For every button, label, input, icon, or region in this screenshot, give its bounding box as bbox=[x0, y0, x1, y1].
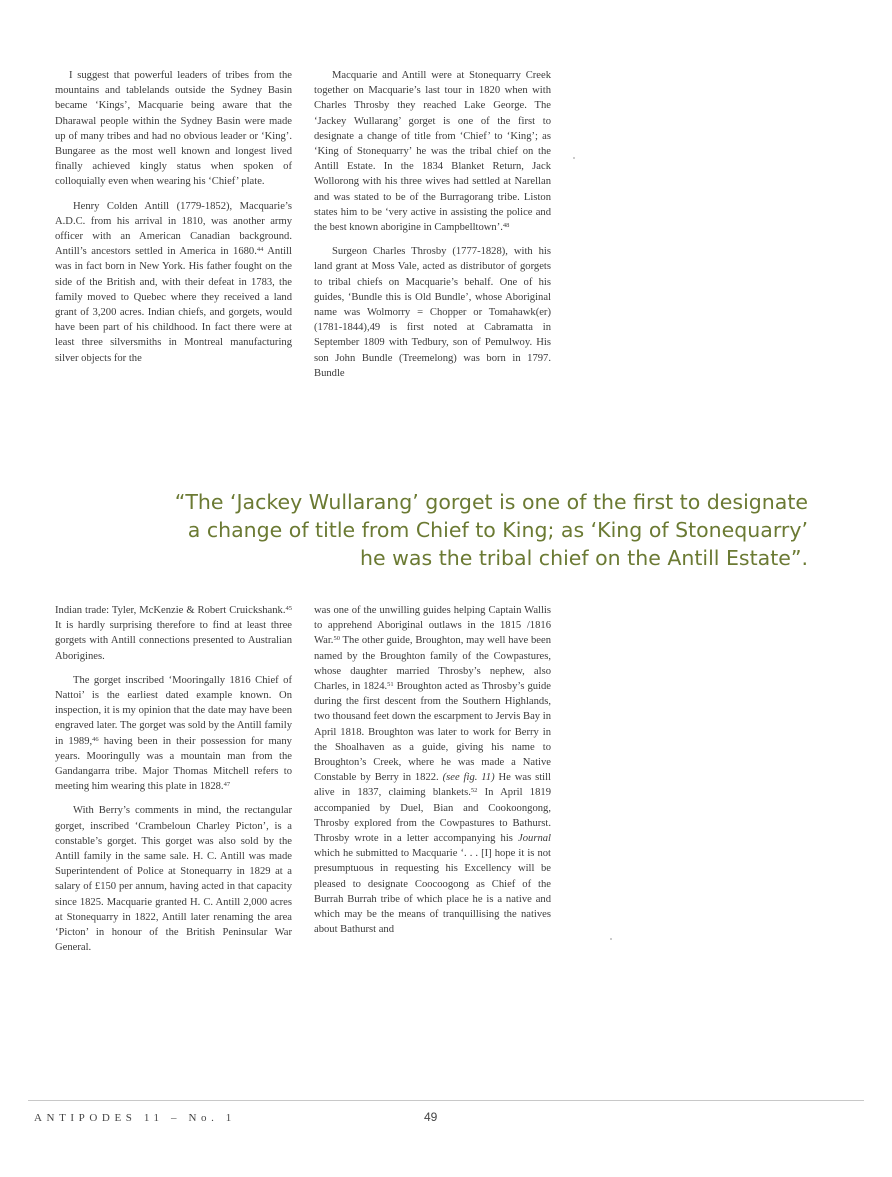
column-top-left bbox=[55, 68, 292, 375]
paragraph bbox=[55, 68, 292, 190]
footnote-ref: 46 bbox=[92, 735, 99, 743]
column-bottom-right bbox=[314, 603, 551, 946]
paragraph-text: having been in their possession for many years. Mooringully was a mountain man from the Gandangarra tribe. Major Thomas Mitchell refers to meeting him wearing this plate in 1828. bbox=[55, 735, 292, 793]
paragraph-text: I suggest that powerful leaders of tribes from the mountains and tablelands outside the Sydney Basin became ‘Kings’, Macquarie being aware that the Dharawal people within the Sydney Basin were made up of many tribes and had no obvious leader or ‘King’. Bungaree as the most well known and longest lived finally achieved kingly status when spoken of colloquially even when wearing his ‘Chief’ plate. bbox=[55, 70, 292, 188]
paragraph bbox=[314, 603, 551, 937]
footnote-ref: 45 bbox=[285, 605, 292, 612]
paragraph-text: Broughton acted as Throsby’s guide during the first descent from the Southern Highlands, two thousand feet down the escarpment to Jervis Bay in April 1818. Broughton was later to work for Berry in the Shoalhaven as a guide, giving his name to Broughton’s Creek, where he was made a Native Constable by Berry in 1822. bbox=[314, 681, 552, 784]
paragraph bbox=[55, 803, 292, 955]
paragraph-text: Surgeon Charles Throsby (1777-1828), with his land grant at Moss Vale, acted as distributor of gorgets to tribal chiefs on Macquarie’s behalf. One of his guides, ‘Bundle this is Old Bundle’, whose Aboriginal name was Wolmorry = Chopper or Tomahawk(er) (1781-1844),49 is first noted at Cabramatta in September 1809 with Tedbury, son of Pemulwoy. His son John Bundle (Treemelong) was born in 1797. Bundle bbox=[314, 246, 551, 379]
page-number: 49 bbox=[424, 1110, 438, 1124]
paragraph-text: In April 1819 accompanied by Duel, Bian and Cookoongong, Throsby explored from the Cowpastures to Bathurst. Throsby wrote in a letter accompanying his bbox=[314, 787, 551, 845]
paragraph-text: The gorget inscribed ‘Mooringally 1816 Chief of Nattoi’ is the earliest dated example known. On inspection, it is my opinion that the date may have been engraved later. The gorget was sold by the Antill family in 1989, bbox=[55, 674, 292, 747]
paragraph-text: It is hardly surprising therefore to find at least three gorgets with Antill connections presented to Australian Aborigines. bbox=[55, 620, 292, 662]
paragraph bbox=[314, 244, 551, 381]
footnote-ref: 44 bbox=[256, 246, 264, 254]
paragraph bbox=[314, 68, 551, 235]
paragraph-text: With Berry’s comments in mind, the rectangular gorget, inscribed ‘Crambeloun Charley Picton’, is a constable’s gorget. This gorget was also sold by the Antill family in the same sale. H. C. Antill was made Superintendent of Police at Stonequarry in 1829 at a salary of £150 per annum, having acted in that capacity since 1825. Macquarie granted H. C. Antill 2,000 acres at Stonequarry in 1822, Antill later renaming the area ‘Picton’ in honour of the British Peninsular War General. bbox=[55, 805, 292, 954]
footnote-ref: 48 bbox=[502, 222, 510, 230]
footnote-ref: 52 bbox=[470, 787, 478, 795]
paragraph-text: Macquarie and Antill were at Stonequarry Creek together on Macquarie’s last tour in 1820 when with Charles Throsby they reached Lake George. The ‘Jackey Wullarang’ gorget is one of the first to designate a change of title from ‘Chief’ to ‘King’; as ‘King of Stonequarry’ he was the tribal chief on the Antill Estate. In the 1834 Blanket Return, Jack Wollorong with his three wives had settled at Narellan and was stated to be of the Burragorang tribe. Liston states him to be ‘very active in assisting the police and the best known aborigine in Campbelltown’. bbox=[314, 70, 551, 234]
paragraph-text: He was still alive in 1837, claiming blankets. bbox=[314, 772, 551, 799]
scan-speck bbox=[610, 938, 612, 940]
pull-quote-line-3: he was the tribal chief on the Antill Estate”. bbox=[360, 546, 808, 570]
paragraph bbox=[55, 199, 292, 366]
paragraph bbox=[55, 673, 292, 795]
footnote-ref: 47 bbox=[223, 781, 231, 789]
scan-speck bbox=[573, 157, 575, 159]
journal-title-italic: Journal bbox=[518, 833, 551, 845]
pull-quote-line-2: a change of title from Chief to King; as ‘King of Stonequarry’ bbox=[187, 518, 808, 542]
paragraph-text: which he submitted to Macquarie ‘. . . [I] hope it is not presumptuous in requesting his Excellency will be pleased to designate Coocoogong as Chief of the Burrah Burrah tribe of which place he is a native and which may be the means of tranquillising the natives about Bathurst and bbox=[314, 848, 551, 936]
column-top-right bbox=[314, 68, 551, 390]
footnote-ref: 51 bbox=[387, 681, 394, 689]
paragraph-text: was one of the unwilling guides helping Captain Wallis to apprehend Aboriginal outlaws in the 1815 /1816 War. bbox=[314, 605, 551, 647]
pull-quote bbox=[120, 488, 808, 572]
paragraph bbox=[55, 603, 292, 664]
pull-quote-line-1: “The ‘Jackey Wullarang’ gorget is one of the first to designate bbox=[174, 490, 808, 514]
paragraph-text: Henry Colden Antill (1779-1852), Macquarie’s A.D.C. from his arrival in 1810, was another army officer with an American Canadian background. Antill’s ancestors settled in America in 1680. bbox=[55, 200, 292, 258]
paragraph-text: The other guide, Broughton, may well have been named by the Broughton family of the Cowpastures, whose daughter married Throsby’s nephew, also Charles, in 1824. bbox=[314, 635, 551, 693]
footnote-ref: 50 bbox=[333, 635, 340, 643]
running-footer-journal: ANTIPODES 11 – No. 1 bbox=[34, 1112, 236, 1124]
column-bottom-left bbox=[55, 603, 292, 964]
paragraph-text: Antill was in fact born in New York. His father fought on the side of the British and, with their defeat in 1783, the family moved to Quebec where they received a land grant of 3,200 acres. Indian chiefs, and gorgets, would have been part of his childhood. In fact there were at least three silversmiths in Montreal manufacturing silver objects for the bbox=[55, 246, 292, 364]
paragraph-text: Indian trade: Tyler, McKenzie & Robert Cruickshank. bbox=[55, 605, 286, 616]
figure-reference: (see fig. 11) bbox=[442, 772, 495, 784]
footer-rule bbox=[28, 1100, 864, 1101]
